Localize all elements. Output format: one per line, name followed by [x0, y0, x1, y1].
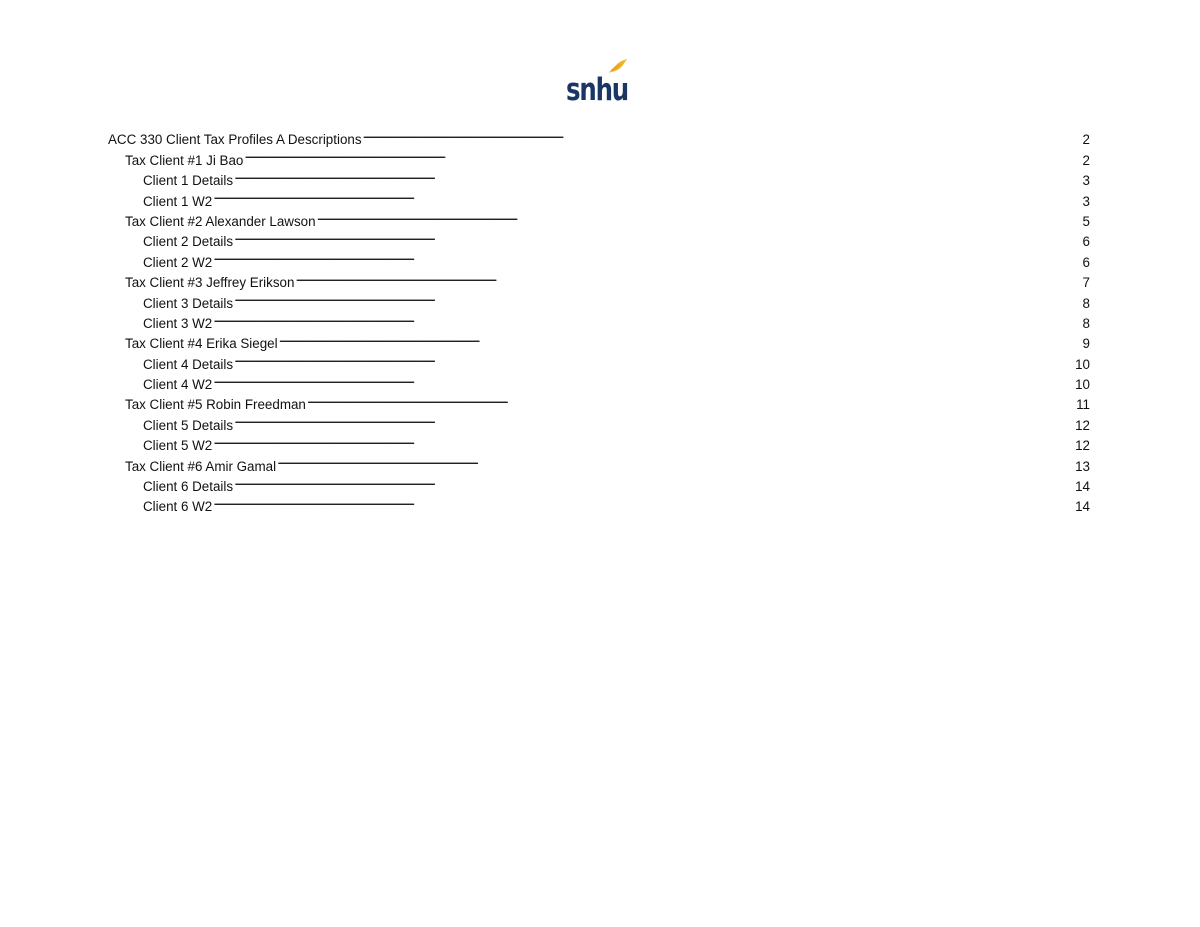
toc-dot-leader: [213, 430, 1074, 450]
toc-dot-leader: [234, 409, 1074, 429]
toc-dot-leader: [317, 206, 1082, 226]
toc-entry-label: Client 2 W2: [143, 254, 213, 270]
toc-entry[interactable]: [108, 226, 1090, 250]
toc-entry-page-number: 3: [1082, 193, 1090, 209]
toc-entry-label: Tax Client #1 Ji Bao: [125, 152, 244, 168]
toc-entry[interactable]: [108, 206, 1090, 229]
toc-entry-label: Client 3 Details: [143, 295, 234, 311]
toc-dot-leader: [213, 185, 1081, 205]
toc-entry[interactable]: [108, 165, 1090, 189]
toc-dot-leader: [213, 491, 1074, 511]
toc-entry-label: Client 6 W2: [143, 499, 213, 515]
toc-entry-label: Client 5 W2: [143, 438, 213, 454]
toc-dot-leader: [295, 267, 1081, 287]
toc-entry-label: Tax Client #6 Amir Gamal: [125, 458, 277, 474]
toc-entry[interactable]: [108, 144, 1090, 168]
toc-entry[interactable]: [108, 308, 1090, 331]
toc-entry-page-number: 2: [1082, 152, 1090, 168]
toc-entry-page-number: 12: [1075, 438, 1090, 454]
toc-entry-label: Client 2 Details: [143, 234, 234, 250]
toc-entry-label: Tax Client #5 Robin Freedman: [125, 397, 306, 413]
toc-entry-label: Tax Client #4 Erika Siegel: [125, 336, 278, 352]
toc-dot-leader: [234, 471, 1074, 491]
toc-dot-leader: [279, 328, 1082, 348]
toc-entry-page-number: 6: [1082, 234, 1090, 250]
toc-entry-page-number: 7: [1082, 275, 1090, 291]
toc-entry-page-number: 6: [1082, 254, 1090, 270]
snhu-logo-graphic: [566, 56, 632, 108]
toc-entry[interactable]: [108, 124, 1090, 148]
toc-dot-leader: [277, 450, 1074, 470]
toc-entry-page-number: 3: [1082, 173, 1090, 189]
toc-entry[interactable]: [108, 328, 1090, 352]
toc-entry-page-number: 13: [1075, 458, 1090, 474]
toc-entry-label: Client 4 Details: [143, 356, 234, 372]
toc-entry[interactable]: [108, 450, 1090, 474]
table-of-contents: [108, 124, 1090, 515]
toc-entry-label: Client 1 Details: [143, 173, 234, 189]
toc-entry[interactable]: [108, 409, 1090, 433]
toc-entry-page-number: 5: [1082, 213, 1090, 229]
toc-entry-page-number: 8: [1082, 315, 1090, 331]
toc-entry-label: Client 5 Details: [143, 417, 234, 433]
toc-entry-page-number: 8: [1082, 295, 1090, 311]
toc-entry-label: Tax Client #2 Alexander Lawson: [125, 213, 316, 229]
toc-entry[interactable]: [108, 287, 1090, 311]
toc-entry-page-number: 2: [1082, 132, 1090, 148]
toc-entry-page-number: 14: [1075, 499, 1090, 515]
toc-entry-page-number: 14: [1075, 479, 1090, 495]
logo-text: snhu: [566, 72, 628, 108]
toc-entry-label: ACC 330 Client Tax Profiles A Descriptions: [108, 132, 362, 148]
toc-entry[interactable]: [108, 185, 1090, 209]
toc-entry-page-number: 10: [1075, 377, 1090, 393]
toc-dot-leader: [234, 348, 1074, 368]
toc-entry-label: Client 6 Details: [143, 479, 234, 495]
toc-entry-page-number: 9: [1082, 336, 1090, 352]
toc-entry[interactable]: [108, 246, 1090, 270]
toc-dot-leader: [234, 226, 1081, 246]
toc-entry[interactable]: [108, 348, 1090, 372]
toc-dot-leader: [234, 287, 1081, 307]
toc-dot-leader: [363, 124, 1082, 144]
toc-entry[interactable]: [108, 369, 1090, 393]
toc-dot-leader: [213, 246, 1081, 266]
toc-entry[interactable]: [108, 267, 1090, 291]
toc-dot-leader: [244, 144, 1081, 164]
toc-dot-leader: [234, 165, 1081, 185]
toc-entry[interactable]: [108, 471, 1090, 495]
toc-dot-leader: [213, 369, 1074, 389]
toc-entry-label: Client 1 W2: [143, 193, 213, 209]
toc-entry-page-number: 11: [1076, 397, 1090, 413]
snhu-logo: [566, 56, 632, 108]
toc-entry-label: Client 3 W2: [143, 315, 213, 331]
toc-entry-page-number: 12: [1075, 417, 1090, 433]
toc-entry-label: Client 4 W2: [143, 377, 213, 393]
toc-entry-page-number: 10: [1075, 356, 1090, 372]
toc-entry[interactable]: [108, 491, 1090, 515]
toc-entry[interactable]: [108, 389, 1090, 413]
toc-entry-label: Tax Client #3 Jeffrey Erikson: [125, 275, 295, 291]
toc-dot-leader: [307, 389, 1075, 409]
toc-entry[interactable]: [108, 430, 1090, 454]
toc-dot-leader: [213, 308, 1081, 328]
